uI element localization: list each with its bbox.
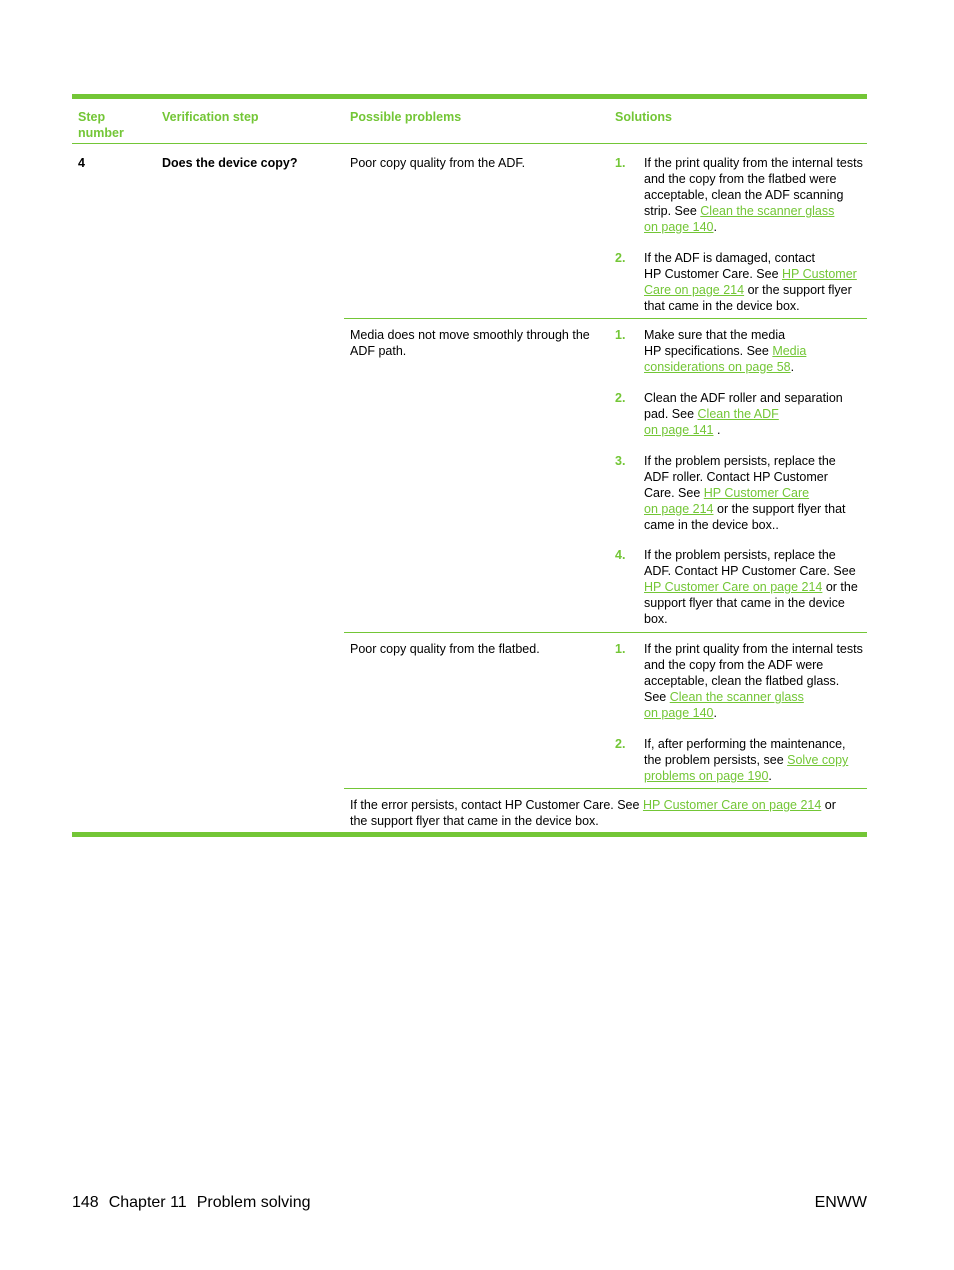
- text-run: ADF roller. Contact HP Customer: [644, 470, 828, 484]
- row-divider: [344, 788, 867, 789]
- text-run: HP specifications. See: [644, 344, 773, 358]
- solution-text: [644, 327, 866, 375]
- text-run: and the copy from the ADF were: [644, 658, 824, 672]
- text-run: and the copy from the flatbed were: [644, 172, 837, 186]
- row-divider: [344, 318, 867, 319]
- cross-reference-link[interactable]: HP Customer: [782, 267, 857, 281]
- text-run: .: [768, 769, 772, 783]
- text-run: HP Customer Care. See: [644, 267, 783, 281]
- text-run: Make sure that the media: [644, 328, 786, 342]
- text-run: If the ADF is damaged, contact: [644, 251, 815, 265]
- text-run: acceptable, clean the flatbed glass.: [644, 674, 840, 688]
- solution-text: [644, 250, 866, 314]
- cross-reference-link[interactable]: HP Customer Care on page 214: [644, 580, 823, 594]
- cross-reference-link[interactable]: Clean the ADF: [697, 407, 779, 421]
- text-run: came in the device box..: [644, 518, 779, 532]
- text-run: ADF. Contact HP Customer Care. See: [644, 564, 856, 578]
- header-step-number: Step number: [78, 110, 124, 140]
- text-run: the support flyer that came in the device box.: [350, 814, 599, 828]
- table-body: [72, 144, 867, 832]
- text-run: See: [644, 690, 670, 704]
- text-run: If the print quality from the internal tests: [644, 156, 863, 170]
- solution-text: [644, 641, 866, 721]
- problem-adf-copy-quality: Poor copy quality from the ADF.: [350, 156, 526, 170]
- text-run: support flyer that came in the device: [644, 596, 845, 610]
- verification-step: Does the device copy?: [162, 156, 298, 170]
- solution-number: 2.: [615, 251, 626, 265]
- chapter-label: Chapter 11: [108, 1194, 187, 1211]
- page-footer-right: ENWW: [814, 1194, 867, 1211]
- cross-reference-link[interactable]: Clean the scanner glass: [669, 690, 804, 704]
- text-run: or: [821, 798, 836, 812]
- text-run: .: [713, 423, 721, 437]
- text-run: or the support flyer that: [713, 502, 846, 516]
- problem-media-feed: Media does not move smoothly through the ADF path.: [350, 328, 590, 358]
- row-divider: [344, 632, 867, 633]
- text-run: If the problem persists, replace the: [644, 454, 836, 468]
- cross-reference-link[interactable]: on page 141: [644, 423, 714, 437]
- cross-reference-link[interactable]: Care on page 214: [644, 283, 745, 297]
- solution-text: [644, 736, 866, 784]
- cross-reference-link[interactable]: Media: [772, 344, 807, 358]
- text-run: Clean the ADF roller and separation: [644, 391, 843, 405]
- page-footer-left: [72, 1193, 311, 1213]
- text-run: strip. See: [644, 204, 701, 218]
- text-run: .: [790, 360, 795, 374]
- header-possible-problems: Possible problems: [350, 110, 462, 124]
- text-run: If the problem persists, replace the: [644, 548, 836, 562]
- solution-text: [644, 547, 866, 627]
- problem-flatbed-copy-quality: Poor copy quality from the flatbed.: [350, 642, 540, 656]
- final-note: [350, 797, 866, 829]
- text-run: or the: [822, 580, 858, 594]
- text-run: Care. See: [644, 486, 704, 500]
- section-label: Problem solving: [196, 1194, 311, 1211]
- solution-number: 3.: [615, 454, 626, 468]
- text-run: or the support flyer: [744, 283, 852, 297]
- solution-number: 1.: [615, 156, 626, 170]
- table-header: [72, 99, 867, 144]
- cross-reference-link[interactable]: HP Customer Care on page 214: [642, 798, 822, 812]
- cross-reference-link[interactable]: HP Customer Care: [703, 486, 810, 500]
- text-run: If, after performing the maintenance,: [644, 737, 846, 751]
- cross-reference-link[interactable]: problems on page 190: [644, 769, 769, 783]
- text-run: .: [713, 220, 717, 234]
- cross-reference-link[interactable]: considerations on page 58: [644, 360, 791, 374]
- solution-number: 1.: [615, 642, 626, 656]
- cross-reference-link[interactable]: on page 140: [644, 220, 714, 234]
- solution-number: 2.: [615, 737, 626, 751]
- cross-reference-link[interactable]: Solve copy: [787, 753, 849, 767]
- solution-number: 4.: [615, 548, 626, 562]
- text-run: If the print quality from the internal tests: [644, 642, 863, 656]
- text-run: box.: [644, 612, 668, 626]
- solution-text: [644, 390, 866, 438]
- step-number: 4: [78, 156, 85, 170]
- page-number: 148: [72, 1194, 99, 1211]
- solution-number: 2.: [615, 391, 626, 405]
- header-solutions: Solutions: [615, 110, 672, 124]
- cross-reference-link[interactable]: Clean the scanner glass: [700, 204, 835, 218]
- text-run: acceptable, clean the ADF scanning: [644, 188, 844, 202]
- cross-reference-link[interactable]: on page 214: [644, 502, 714, 516]
- text-run: that came in the device box.: [644, 299, 800, 313]
- text-run: pad. See: [644, 407, 698, 421]
- troubleshooting-table: [72, 94, 867, 837]
- header-verification-step: Verification step: [162, 110, 259, 124]
- solution-number: 1.: [615, 328, 626, 342]
- text-run: .: [713, 706, 717, 720]
- solution-text: [644, 155, 866, 235]
- solution-text: [644, 453, 866, 533]
- cross-reference-link[interactable]: on page 140: [644, 706, 714, 720]
- text-run: the problem persists, see: [644, 753, 788, 767]
- text-run: If the error persists, contact HP Customer Care. See: [350, 798, 643, 812]
